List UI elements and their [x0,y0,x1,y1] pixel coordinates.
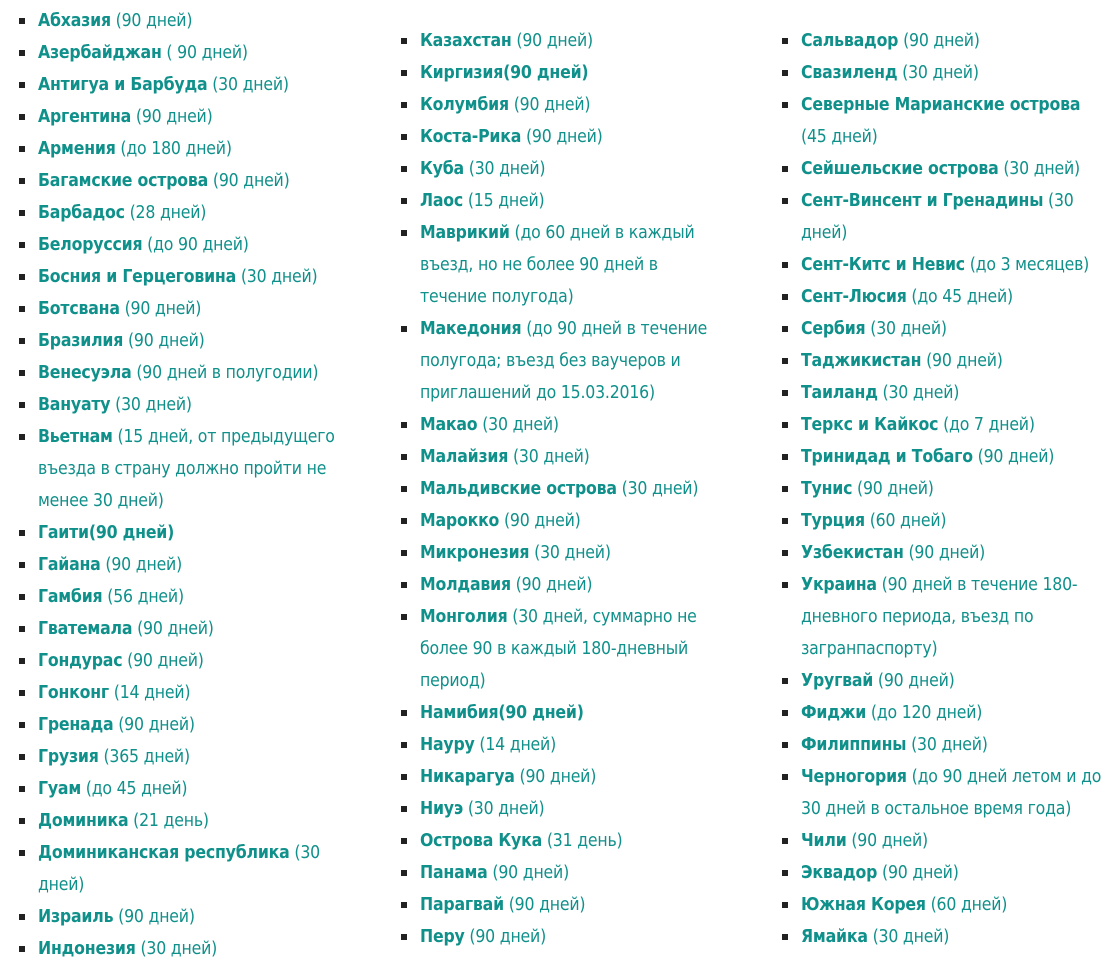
list-item [400,473,725,505]
list-item [18,69,348,101]
list-item [18,549,348,581]
list-item [781,441,1106,473]
stay-duration: (15 дней, от предыдущего въезда в страну должно пройти не менее 30 дней) [38,427,335,511]
stay-duration: (90 дней) [487,863,570,883]
country-name: Израиль [38,907,114,927]
country-name: Гамбия [38,587,103,607]
country-name: Сент-Китс и Невис [801,255,965,275]
country-name: Казахстан [420,31,512,51]
country-list-column-1 [18,5,348,965]
list-item [18,837,348,901]
country-name: Гренада [38,715,114,735]
stay-duration: (до 3 месяцев) [964,255,1090,275]
stay-duration: (90 дней) [510,575,593,595]
stay-duration: (365 дней) [98,747,190,767]
list-item [781,569,1106,665]
country-name: Македония [420,319,522,339]
list-item [400,697,725,729]
stay-duration: (до 90 дней летом и до 30 дней в остальное время года) [801,767,1102,819]
country-name: Гайана [38,555,101,575]
stay-duration: (90 дней) [464,927,547,947]
list-item [18,357,348,389]
list-item [400,889,725,921]
list-item [781,185,1106,249]
country-name: Гуам [38,779,81,799]
country-name: Вьетнам [38,427,113,447]
country-name: Гонконг [38,683,109,703]
country-name: Босния и Герцеговина [38,267,237,287]
country-name: Филиппины [801,735,907,755]
list-item [18,933,348,965]
country-name: Сент-Винсент и Гренадины [801,191,1044,211]
stay-duration: (90 дней) [113,715,195,735]
country-name: Гондурас [38,651,123,671]
list-item [781,377,1106,409]
country-name: Острова Кука [420,831,543,851]
country-name: Таиланд [801,383,878,403]
list-item [781,665,1106,697]
list-item [781,409,1106,441]
list-item [400,569,725,601]
country-name: Марокко [420,511,500,531]
country-name: Венесуэла [38,363,132,383]
list-item [18,805,348,837]
stay-duration: (60 дней) [925,895,1008,915]
list-item [781,89,1106,153]
list-item [781,25,1106,57]
list-item [18,677,348,709]
country-name: Сент-Люсия [801,287,907,307]
list-item [781,857,1106,889]
list-item [781,761,1106,825]
country-name: Панама [420,863,488,883]
country-name: Монголия [420,607,508,627]
country-name: Бразилия [38,331,124,351]
list-item [781,889,1106,921]
country-name: Абхазия [38,11,111,31]
country-name: Вануату [38,395,111,415]
list-item [18,133,348,165]
list-item [400,921,725,953]
stay-duration: (60 дней) [864,511,947,531]
list-item [781,473,1106,505]
country-name: Намибия(90 дней) [420,703,584,723]
stay-duration: (30 дней) [207,75,289,95]
list-item [781,249,1106,281]
list-item [781,57,1106,89]
list-item [400,825,725,857]
country-name: Науру [420,735,475,755]
stay-duration: (до 45 дней) [80,779,188,799]
list-item [781,505,1106,537]
country-name: Киргизия(90 дней) [420,63,589,83]
stay-duration: (30 дней) [477,415,559,435]
stay-duration: (30 дней) [529,543,611,563]
stay-duration: (90 дней) [903,543,986,563]
stay-duration: (30 дней) [906,735,988,755]
country-name: Малайзия [420,447,509,467]
country-name: Узбекистан [801,543,904,563]
stay-duration: (90 дней) [499,511,581,531]
country-name: Таджикистан [801,351,922,371]
list-item [400,153,725,185]
country-name: Мальдивские острова [420,479,617,499]
stay-duration: (90 дней) [119,299,202,319]
stay-duration: (90 дней) [511,31,593,51]
stay-duration: (30 дней) [865,319,947,339]
stay-duration: (30 дней) [508,447,590,467]
stay-duration: (до 180 дней) [115,139,232,159]
stay-duration: (56 дней) [102,587,184,607]
list-item [781,825,1106,857]
list-item [18,613,348,645]
stay-duration: (90 дней) [122,651,204,671]
stay-duration: (90 дней) [100,555,183,575]
list-item [781,921,1106,953]
country-name: Барбадос [38,203,125,223]
stay-duration: (14 дней) [108,683,191,703]
list-item [781,697,1106,729]
list-item [400,537,725,569]
country-name: Свазиленд [801,63,898,83]
country-name: Северные Марианские острова [801,95,1081,115]
list-item [18,325,348,357]
stay-duration: (90 дней) [898,31,980,51]
stay-duration: (30 дней) [897,63,979,83]
country-name: Парагвай [420,895,504,915]
stay-duration: (90 дней) [846,831,928,851]
list-item [400,25,725,57]
list-item [18,197,348,229]
list-item [781,153,1106,185]
country-name: Теркс и Кайкос [801,415,939,435]
list-item [400,121,725,153]
country-name: Никарагуа [420,767,515,787]
country-name: Уругвай [801,671,874,691]
list-item [18,901,348,933]
list-item [18,709,348,741]
country-name: Южная Корея [801,895,926,915]
country-name: Ботсвана [38,299,120,319]
stay-duration: (30 дней) [236,267,318,287]
list-item [781,729,1106,761]
stay-duration: (до 90 дней в течение полугода; въезд без ваучеров и приглашений до 15.03.2016) [420,319,708,403]
list-item [18,645,348,677]
stay-duration: (90 дней) [514,767,597,787]
country-name: Грузия [38,747,99,767]
stay-duration: (30 дней) [616,479,699,499]
stay-duration: (90 дней) [503,895,586,915]
stay-duration: (30 дней) [110,395,192,415]
list-item [400,441,725,473]
list-item [18,261,348,293]
list-item [18,773,348,805]
stay-duration: (90 дней) [131,107,213,127]
country-name: Эквадор [801,863,878,883]
country-name: Белоруссия [38,235,143,255]
stay-duration: ( 90 дней) [161,43,248,63]
list-item [18,101,348,133]
country-name: Багамские острова [38,171,209,191]
stay-duration: (90 дней) [208,171,290,191]
country-name: Гаити(90 дней) [38,523,175,543]
list-item [18,517,348,549]
list-item [18,37,348,69]
country-name: Сальвадор [801,31,899,51]
stay-duration: (30 дней) [135,939,218,959]
stay-duration: (90 дней) [873,671,955,691]
stay-duration: (30 дней) [801,191,1074,243]
list-item [400,761,725,793]
list-item [18,165,348,197]
stay-duration: (30 дней) [877,383,960,403]
stay-duration: (28 дней) [124,203,207,223]
country-name: Турция [801,511,865,531]
stay-duration: (до 60 дней в каждый въезд, но не более 90 дней в течение полугода) [420,223,695,307]
stay-duration: (до 7 дней) [938,415,1035,435]
stay-duration: (до 90 дней) [142,235,249,255]
country-name: Сейшельские острова [801,159,999,179]
stay-duration: (90 дней) [921,351,1003,371]
country-name: Сербия [801,319,866,339]
stay-duration: (90 дней) [113,907,195,927]
stay-duration: (21 день) [128,811,209,831]
country-name: Тринидад и Тобаго [801,447,973,467]
country-name: Фиджи [801,703,867,723]
country-name: Антигуа и Барбуда [38,75,208,95]
stay-duration: (15 дней) [463,191,545,211]
stay-duration: (90 дней) [123,331,205,351]
country-name: Доминиканская республика [38,843,290,863]
country-name: Украина [801,575,877,595]
stay-duration: (до 45 дней) [906,287,1013,307]
country-name: Перу [420,927,465,947]
list-item [781,345,1106,377]
stay-duration: (30 дней) [463,799,545,819]
country-list-column-3 [781,25,1106,953]
country-name: Тунис [801,479,853,499]
list-item [400,409,725,441]
stay-duration: (45 дней) [801,127,878,147]
stay-duration: (90 дней) [508,95,591,115]
stay-duration: (90 дней) [132,619,214,639]
country-name: Ямайка [801,927,868,947]
list-item [18,293,348,325]
country-name: Ниуэ [420,799,464,819]
country-name: Макао [420,415,478,435]
stay-duration: (30 дней) [867,927,950,947]
country-name: Доминика [38,811,129,831]
stay-duration: (14 дней) [474,735,557,755]
list-item [18,421,348,517]
country-name: Индонезия [38,939,136,959]
stay-duration: (90 дней) [521,127,603,147]
country-name: Черногория [801,767,907,787]
country-name: Аргентина [38,107,132,127]
country-name: Маврикий [420,223,510,243]
country-name: Колумбия [420,95,509,115]
list-item [781,537,1106,569]
country-name: Микронезия [420,543,530,563]
list-item [781,281,1106,313]
country-name: Гватемала [38,619,133,639]
stay-duration: (90 дней в течение 180-дневного периода, въезд по загранпаспорту) [801,575,1078,659]
list-item [18,5,348,37]
country-name: Армения [38,139,116,159]
list-item [18,389,348,421]
country-name: Азербайджан [38,43,162,63]
country-name: Куба [420,159,464,179]
stay-duration: (90 дней в полугодии) [131,363,319,383]
stay-duration: (30 дней, суммарно не более 90 в каждый 180-дневный период) [420,607,697,691]
stay-duration: (30 дней) [998,159,1080,179]
stay-duration: (90 дней) [877,863,959,883]
stay-duration: (90 дней) [852,479,934,499]
country-name: Лаос [420,191,464,211]
country-name: Чили [801,831,847,851]
stay-duration: (90 дней) [110,11,193,31]
list-item [400,505,725,537]
list-item [18,229,348,261]
list-item [400,57,725,89]
list-item [781,313,1106,345]
country-name: Молдавия [420,575,511,595]
country-name: Коста-Рика [420,127,522,147]
country-list-column-2 [400,25,725,953]
list-item [400,185,725,217]
list-item [400,601,725,697]
list-item [400,729,725,761]
stay-duration: (30 дней) [463,159,546,179]
stay-duration: (31 день) [542,831,623,851]
list-item [18,581,348,613]
list-item [400,857,725,889]
list-item [400,313,725,409]
stay-duration: (до 120 дней) [866,703,983,723]
list-item [400,793,725,825]
list-item [18,741,348,773]
list-item [400,217,725,313]
list-item [400,89,725,121]
stay-duration: (30 дней) [38,843,320,895]
stay-duration: (90 дней) [972,447,1055,467]
